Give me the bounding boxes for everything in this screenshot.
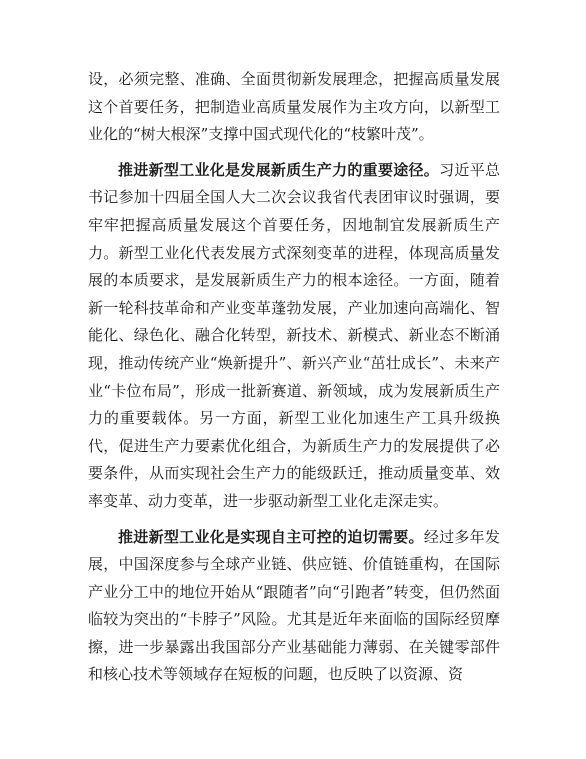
article-body bbox=[88, 66, 500, 689]
paragraph-continuation bbox=[88, 66, 500, 149]
paragraph-text: 习近平总书记参加十四届全国人大二次会议我省代表团审议时强调，要牢牢把握高质量发展这个首要任务，因地制宜发展新质生产力。新型工业化代表发展方式深刻变革的进程，体现高质量发展的本质要求，是发展新质生产力的根本途径。一方面，随着新一轮科技革命和产业变革蓬勃发展，产业加速向高端化、智能化、绿色化、融合化转型，新技术、新模式、新业态不断涌现，推动传统产业“焕新提升”、新兴产业“茁壮成长”、未来产业“卡位布局”，形成一批新赛道、新领域，成为发展新质生产力的重要载体。另一方面，新型工业化加速生产工具升级换代，促进生产力要素优化组合，为新质生产力的发展提供了必要条件，从而实现社会生产力的能级跃迁，推动质量变革、效率变革、动力变革，进一步驱动新型工业化走深走实。 bbox=[88, 160, 500, 510]
paragraph-text: 经过多年发展，中国深度参与全球产业链、供应链、价值链重构，在国际产业分工中的地位开始从“跟随者”向“引跑者”转变，但仍然面临较为突出的“卡脖子”风险。尤其是近年来面临的国际经贸摩擦，进一步暴露出我国部分产业基础能力薄弱、在关键零部件和核心技术等领域存在短板的问题，也反映了以资源、资 bbox=[88, 527, 500, 684]
paragraph-lead: 推进新型工业化是发展新质生产力的重要途径。 bbox=[118, 160, 440, 179]
paragraph-new-productivity bbox=[88, 157, 500, 516]
paragraph-text: 设，必须完整、准确、全面贯彻新发展理念，把握高质量发展这个首要任务，把制造业高质量发展作为主攻方向，以新型工业化的“树大根深”支撑中国式现代化的“枝繁叶茂”。 bbox=[88, 70, 500, 144]
paragraph-lead: 推进新型工业化是实现自主可控的迫切需要。 bbox=[118, 527, 424, 546]
paragraph-self-reliance bbox=[88, 524, 500, 690]
